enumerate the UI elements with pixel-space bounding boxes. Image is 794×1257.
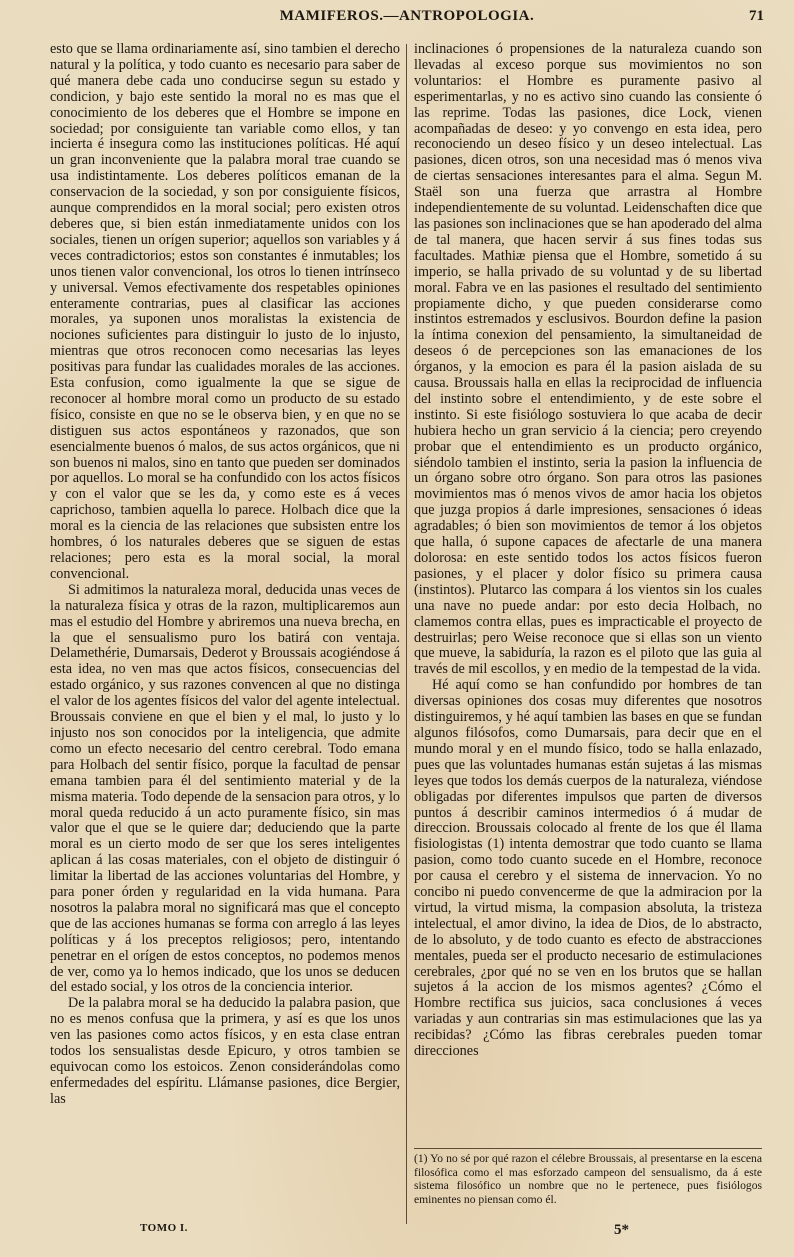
paragraph: esto que se llama ordinariamente así, sino tambien el derecho natural y la política, y todo cuanto es necesario para saber de qué manera debe cada uno conducirse segun su estado y condicion, y bajo este sentido la moral no es mas que el conocimiento de los deberes que el Hombre se impone en sociedad; por consiguiente tan variable como ellos, y tan incierta é insegura como las instituciones políticas. Hé aquí un gran inconveniente que la palabra moral trae cuando se usa indistintamente. Los deberes políticos emanan de la conservacion de la sociedad, y son por consiguiente físicos, aunque comprendidos en la moral social; pero existen otros deberes que, si bien están inmediatamente unidos con los sociales, tienen un orígen superior; aquellos son variables y á veces contradictorios; estos son constantes é inmutables; los unos tienen valor convencional, los otros lo tienen intrínseco y universal. Vemos efectivamente dos respetables opiniones enteramente contrarias, pues al clasificar las acciones morales, ya suponen unos moralistas la existencia de nociones suficientes para distinguir lo justo de lo injusto, mientras que otros reconocen como necesarias las leyes positivas para fundar las cualidades morales de las acciones. Esta confusion, como igualmente la que se sigue de reconocer al hombre moral como un producto de su estado físico, consiste en que no se le observa bien, y en que no se distiguen sus actos espontáneos y razonados, que son esencialmente buenos ó malos, de sus actos orgánicos, que ni son buenos ni malos, sino en tanto que pueden ser dominados por aquellos. Lo moral se ha confundido con los actos físicos y con el valor que se les da, y como este es á veces caprichoso, tambien aquella lo parece. Holbach dice que la moral es la ciencia de las relaciones que subsisten entre los hombres, ó los naturales deberes que se siguen de estas relaciones; pero esta es la moral social, la moral convencional.: [50, 41, 400, 582]
column-divider: [406, 44, 407, 1224]
page-number: 71: [749, 8, 764, 24]
footnote-rule: [414, 1148, 762, 1149]
paragraph: Hé aquí como se han confundido por hombres de tan diversas opiniones dos cosas muy diferentes que nosotros distinguiremos, y hé aquí tambien las bases en que se fundan algunos filósofos, como Dumarsais, para decir que en el mundo moral y en el mundo físico, todo se halla enlazado, pues que las voluntades humanas están sujetas á las mismas leyes que todos los demás cuerpos de la naturaleza, viéndose obligadas por diferentes impulsos que parten de diversos puntos á describir caminos intermedios ó á mudar de direccion. Broussais colocado al frente de los que él llama fisiologistas (1) intenta demostrar que todo cuanto se llama pasion, como todo cuanto sucede en el Hombre, reconoce por causa el cerebro y el sistema de innervacion. Yo no concibo ni puedo convencerme de que la admiracion por la virtud, la virtud misma, la compasion absoluta, la tristeza intelectual, el amor divino, la idea de Dios, de lo abstracto, de lo absoluto, y de todo cuanto es efecto de abstracciones mentales, pueda ser el producto necesario de estimulaciones cerebrales, ¿por qué no se ven en los brutos que se hallan sujetos á la accion de los mismos agentes? ¿Cómo el Hombre rectifica sus juicios, saca conclusiones á veces variadas y aun contrarias sin mas estimulaciones que las ya recibidas? ¿Cómo las fibras cerebrales pueden tomar direcciones: [414, 677, 762, 1060]
page-header: [50, 4, 764, 36]
paragraph: Si admitimos la naturaleza moral, deducida unas veces de la naturaleza física y otras de la razon, multiplicaremos aun mas el estudio del Hombre y abriremos una nueva brecha, en la que el sensualismo puro los batirá con ventaja. Delamethérie, Dumarsais, Dederot y Broussais acogiéndose á esta idea, no ven mas que actos físicos, consecuencias del estado orgánico, y sus razones convencen al que no distinga el valor de los agentes físicos del valor del agente intelectual. Broussais conviene en que el bien y el mal, lo justo y lo injusto nos son conocidos por la inteligencia, que admite como un efecto necesario del centro cerebral. Todo emana para Holbach del sentir físico, porque la facultad de pensar emana tambien para él del sentimiento material y de la misma materia. Todo depende de la sensacion para otros, y lo moral queda reducido á un acto puramente físico, sin mas valor que el que se le quiere dar; deduciendo que la parte moral es un cierto modo de ser que los seres inteligentes aplican á las cosas materiales, con el objeto de distinguir ó limitar la libertad de las acciones voluntarias del Hombre, y para poner órden y regularidad en la vida humana. Para nosotros la palabra moral no significará mas que el concepto que de las acciones humanas se forma con arreglo á las leyes políticas y á los preceptos religiosos; pero, intentando penetrar en el orígen de estos conceptos, no podemos menos de ver, como ya lo hemos indicado, que los unos se deducen del estado social, y los otros de la conciencia interior.: [50, 581, 400, 996]
running-title: MAMIFEROS.—ANTROPOLOGIA.: [279, 8, 535, 24]
right-column: [414, 42, 762, 1150]
printer-signature: 5*: [614, 1222, 629, 1238]
left-column: [50, 42, 400, 1220]
paragraph: De la palabra moral se ha deducido la palabra pasion, que no es menos confusa que la primera, y así es que los unos ven las pasiones como actos físicos, y en esta clase entran todos los sensualistas desde Epicuro, y otros tambien se equivocan como los estoicos. Zenon considerándolas como enfermedades del espíritu. Llámanse pasiones, dice Bergier, las: [50, 995, 400, 1107]
paragraph: inclinaciones ó propensiones de la naturaleza cuando son llevadas al exceso porque sus movimientos no son voluntarios: el Hombre es puramente pasivo al esperimentarlas, y no es activo sino cuando las consiente ó las reprime. Todas las pasiones, dice Lock, vienen acompañadas de deseo: y yo convengo en esta idea, pero reconociendo un deseo físico y un deseo intelectual. Las pasiones, dicen otros, son una necesidad mas ó menos viva de ciertas sensaciones interesantes para el alma. Segun M. Staël son una fuerza que arrastra al Hombre independientemente de su voluntad. Leidenschaften dice que las pasiones son inclinaciones que se han apoderado del alma de tal manera, que hacen servir á sus fines todas sus facultades. Mathiæ piensa que el Hombre, sometido á su imperio, se halla privado de su voluntad y de su libertad moral. Fabra ve en las pasiones el resultado del sentimiento propiamente dicho, y que pueden considerarse como instintos estremados y esclusivos. Bourdon define la pasion la íntima conexion del pensamiento, la simultaneidad de deseos ó de percepciones son las emanaciones de los órganos, y la emocion es para él la pasion aislada de su causa. Broussais halla en ellas la reciprocidad de influencia del instinto sobre el entendimiento, y de este sobre el instinto. Si este fisiólogo sostuviera lo que acaba de decir hubiera hecho un gran servicio á la ciencia; pero creyendo probar que el entendimiento es un producto orgánico, siéndolo tambien el instinto, seria la pasion la influencia de un órgano sobre otro órgano. Son para otros las pasiones movimientos mas ó menos vivos de amor hacia los objetos que juzga propios á darle impresiones, sensaciones ó ideas agradables; ó bien son movimientos de temor á los objetos que halla, ó supone capaces de afectarle de una manera dolorosa: en este sentido todos los actos físicos fueron pasiones, y el placer y dolor físico su primera causa (instintos). Plutarco las compara á los vientos sin los cuales una nave no puede andar: por esto decia Holbach, no clamemos contra ellas, pues es impracticable el proyecto de destruirlas; pero Weise reconoce que si ellas son un viento que mueve, la sabiduría, la razon es el piloto que las guia al través de mil escollos, y en medio de la tempestad de la vida.: [414, 41, 762, 678]
footnote: (1) Yo no sé por qué razon el célebre Broussais, al presentarse en la escena filosófica como el mas esforzado campeon del sensualismo, da á este sistema filosófico un nombre que no le pertenece, pues fisiólogos eminentes no piensan como él.: [414, 1152, 762, 1206]
volume-label: TOMO I.: [140, 1222, 188, 1234]
